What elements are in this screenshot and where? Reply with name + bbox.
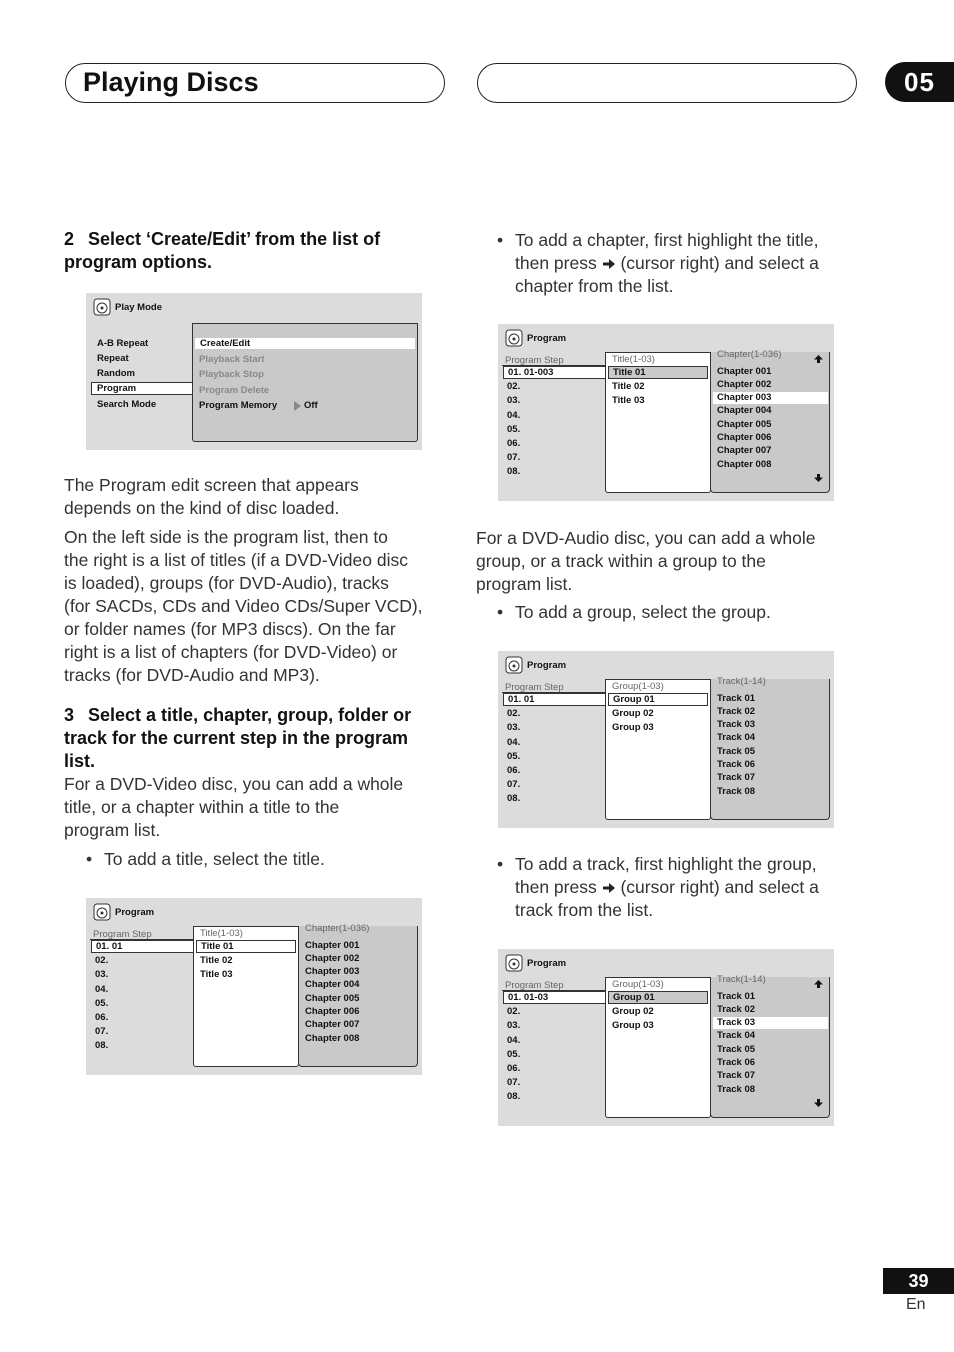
disc-icon [505,954,523,972]
middle-item[interactable]: Group 03 [612,722,654,734]
cursor-right-arrow-icon [602,882,616,894]
program-step[interactable]: 04. [507,1034,521,1046]
program-step-selected[interactable]: 01. 01 [503,693,606,706]
middle-item[interactable]: Group 02 [612,1006,654,1018]
right-item[interactable]: Track 06 [717,759,756,770]
right-item[interactable]: Track 01 [717,990,756,1002]
middle-list-panel [605,352,711,493]
program-step[interactable]: 05. [507,423,521,435]
program-step[interactable]: 05. [95,997,109,1009]
middle-list-header: Title(1-03) [200,928,243,939]
scroll-down-icon[interactable] [814,1099,823,1107]
scroll-up-icon[interactable] [814,355,823,363]
program-step[interactable]: 07. [507,1077,521,1089]
option-playback-start[interactable]: Playback Start [199,354,265,365]
program-step[interactable]: 04. [95,983,109,995]
page-number: 39 [883,1268,954,1294]
triangle-right-icon [294,401,301,411]
screen-title: Program [115,907,155,918]
disc-icon [93,903,111,921]
right-list-header: Chapter(1-036) [717,349,782,360]
program-step[interactable]: 08. [507,1091,521,1103]
cursor-right-arrow-icon [602,258,616,270]
right-item[interactable]: Track 05 [717,745,756,757]
bullet-add-title: • To add a title, select the title. [86,849,325,869]
program-step-header: Program Step [505,355,564,366]
right-item[interactable]: Chapter 001 [305,939,360,951]
right-item[interactable]: Track 01 [717,692,756,704]
program-step[interactable]: 06. [95,1012,109,1023]
page-title-frame [65,63,445,103]
program-step[interactable]: 08. [95,1040,109,1052]
middle-list-panel [605,679,711,820]
right-item[interactable]: Track 02 [717,705,756,717]
right-item[interactable]: Track 05 [717,1043,756,1055]
program-group-screen [498,651,834,828]
right-item[interactable]: Track 08 [717,1083,756,1095]
divider [606,352,710,353]
middle-item[interactable]: Title 02 [612,381,645,393]
program-step-selected[interactable]: 01. 01-003 [503,366,606,379]
program-step[interactable]: 04. [507,736,521,748]
program-chapter-screen [498,324,834,501]
program-step[interactable]: 08. [507,466,521,478]
right-item[interactable]: Chapter 002 [717,378,772,390]
middle-item[interactable]: Title 03 [200,969,233,981]
step-2-heading: 2 Select ‘Create/Edit’ from the list of program options. [64,229,381,272]
right-item[interactable]: Chapter 002 [305,952,360,964]
language-code: En [906,1296,926,1313]
program-step[interactable]: 07. [507,779,521,791]
divider [606,679,710,680]
program-track-screen [498,949,834,1126]
middle-list-panel [605,977,711,1118]
divider [194,926,298,927]
program-step[interactable]: 06. [507,438,521,449]
program-step[interactable]: 02. [507,381,521,393]
chapter-number-tab: 05 [885,62,954,102]
right-item[interactable]: Chapter 005 [717,418,772,430]
program-step[interactable]: 06. [507,765,521,776]
right-item-selected[interactable]: Track 03 [713,1017,828,1029]
menu-item-random[interactable]: Random [97,368,135,379]
paragraph-program-list: On the left side is the program list, then to the right is a list of titles (if a DVD-Video disc is loaded), groups (for DVD-Audio), tracks (for SACDs, CDs and Video CDs/Super VCD), or folder names (for MP3 discs). On the far right is a list of chapters (for DVD-Video) or tracks (for DVD-Audio and MP3). [64,527,423,685]
option-program-delete[interactable]: Program Delete [199,385,270,396]
menu-item-search-mode[interactable]: Search Mode [97,399,157,410]
paragraph-dvd-audio: For a DVD-Audio disc, you can add a whole group, or a track within a group to the program list. [476,528,816,594]
program-step[interactable]: 07. [95,1026,109,1038]
bullet-add-chapter: • To add a chapter, first highlight the title, then press (cursor right) and select a chapter from the list. [497,230,819,296]
right-list-panel [710,676,830,820]
scroll-down-icon[interactable] [814,474,823,482]
screen-title: Program [527,660,567,671]
right-list-header: Track(1-14) [717,974,766,985]
disc-icon [505,656,523,674]
program-step[interactable]: 03. [95,969,109,981]
program-step[interactable]: 05. [507,750,521,762]
divider [606,977,710,978]
right-item-selected[interactable]: Chapter 003 [713,392,828,404]
right-item[interactable]: Chapter 001 [717,365,772,377]
disc-icon [93,298,111,316]
program-step[interactable]: 04. [507,409,521,421]
right-list-panel [710,349,830,493]
middle-list-header: Group(1-03) [612,979,664,990]
bullet-add-track: • To add a track, first highlight the group, then press (cursor right) and select a track from the list. [497,854,819,920]
right-item[interactable]: Track 08 [717,785,756,797]
program-step[interactable]: 05. [507,1048,521,1060]
paragraph-dvd-video: For a DVD-Video disc, you can add a whole title, or a chapter within a title to the program list. [64,774,404,840]
program-title-screen [86,898,422,1075]
right-item[interactable]: Chapter 004 [717,405,772,417]
middle-item[interactable]: Group 02 [612,708,654,720]
program-step-header: Program Step [93,929,152,940]
right-item[interactable]: Track 06 [717,1057,756,1068]
right-list-header: Track(1-14) [717,676,766,687]
middle-item[interactable]: Title 03 [612,395,645,407]
middle-item-selected[interactable]: Title 01 [608,366,708,379]
right-item[interactable]: Track 03 [717,719,756,731]
program-options-panel [192,323,418,442]
option-playback-stop[interactable]: Playback Stop [199,369,264,380]
play-mode-screen: Play Mode A-B Repeat Repeat Random Program Search Mode Create/Edit Playback Start Playback Stop Program Delete Program Memory Off [86,293,422,450]
option-create-edit[interactable]: Create/Edit [195,338,415,349]
middle-item-selected[interactable]: Group 01 [608,991,708,1004]
program-step-selected[interactable]: 01. 01 [91,940,194,953]
step-3-heading: 3 Select a title, chapter, group, folder or track for the current step in the program list. [64,705,412,771]
middle-list-panel [193,926,299,1067]
right-item[interactable]: Track 07 [717,1070,756,1082]
program-step[interactable]: 03. [507,1020,521,1032]
menu-item-repeat[interactable]: Repeat [97,353,129,364]
page-title: Playing Discs [83,67,259,97]
menu-item-ab-repeat[interactable]: A-B Repeat [97,338,149,349]
right-item[interactable]: Chapter 008 [305,1032,360,1044]
program-step-selected[interactable]: 01. 01-03 [503,991,606,1004]
screen-title: Program [527,333,567,344]
right-item[interactable]: Chapter 007 [717,445,772,457]
right-item[interactable]: Chapter 007 [305,1019,360,1031]
middle-item-selected[interactable]: Group 01 [608,693,708,706]
header-blank-frame [477,63,857,103]
right-item[interactable]: Track 07 [717,772,756,784]
middle-item[interactable]: Group 03 [612,1020,654,1032]
option-program-memory[interactable]: Program Memory [199,400,278,411]
middle-list-header: Group(1-03) [612,681,664,692]
program-step[interactable]: 02. [507,1006,521,1018]
right-item[interactable]: Chapter 004 [305,979,360,991]
middle-item-selected[interactable]: Title 01 [196,940,296,953]
right-list-header: Chapter(1-036) [305,923,370,934]
right-item[interactable]: Track 04 [717,1030,756,1042]
program-step[interactable]: 02. [507,708,521,720]
program-step[interactable]: 02. [95,955,109,967]
right-item[interactable]: Track 04 [717,732,756,744]
program-step[interactable]: 03. [507,395,521,407]
scroll-up-icon[interactable] [814,980,823,988]
middle-item[interactable]: Title 02 [200,955,233,967]
right-item[interactable]: Chapter 006 [717,432,772,443]
right-item[interactable]: Chapter 003 [305,966,360,978]
program-step-header: Program Step [505,980,564,991]
program-step[interactable]: 08. [507,793,521,805]
disc-icon [505,329,523,347]
program-memory-value: Off [304,400,318,411]
screen-title: Program [527,958,567,969]
bullet-add-group: • To add a group, select the group. [497,602,771,622]
program-step[interactable]: 03. [507,722,521,734]
right-item[interactable]: Chapter 005 [305,992,360,1004]
middle-list-header: Title(1-03) [612,354,655,365]
right-list-panel [298,923,418,1067]
program-step-header: Program Step [505,682,564,693]
program-step[interactable]: 07. [507,452,521,464]
right-item[interactable]: Track 02 [717,1003,756,1015]
program-step[interactable]: 06. [507,1063,521,1074]
menu-item-program[interactable]: Program [91,382,193,395]
right-item[interactable]: Chapter 008 [717,458,772,470]
right-item[interactable]: Chapter 006 [305,1006,360,1017]
right-list-panel [710,974,830,1118]
paragraph-edit-screen: The Program edit screen that appears depends on the kind of disc loaded. [64,475,359,518]
